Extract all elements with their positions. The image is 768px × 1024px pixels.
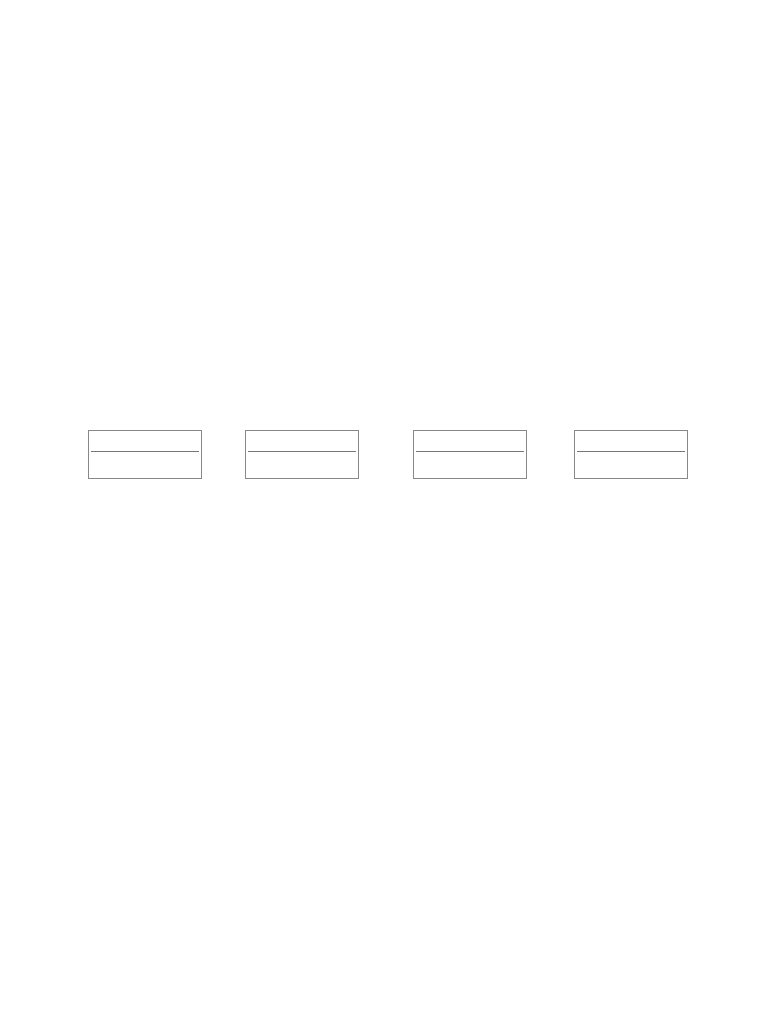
signature-box-president[interactable] [88,430,202,479]
signature-box-prevention[interactable] [413,430,527,479]
signature-box-administrator[interactable] [574,430,688,479]
signature-row [0,430,768,478]
signature-box-secretary[interactable] [245,430,359,479]
